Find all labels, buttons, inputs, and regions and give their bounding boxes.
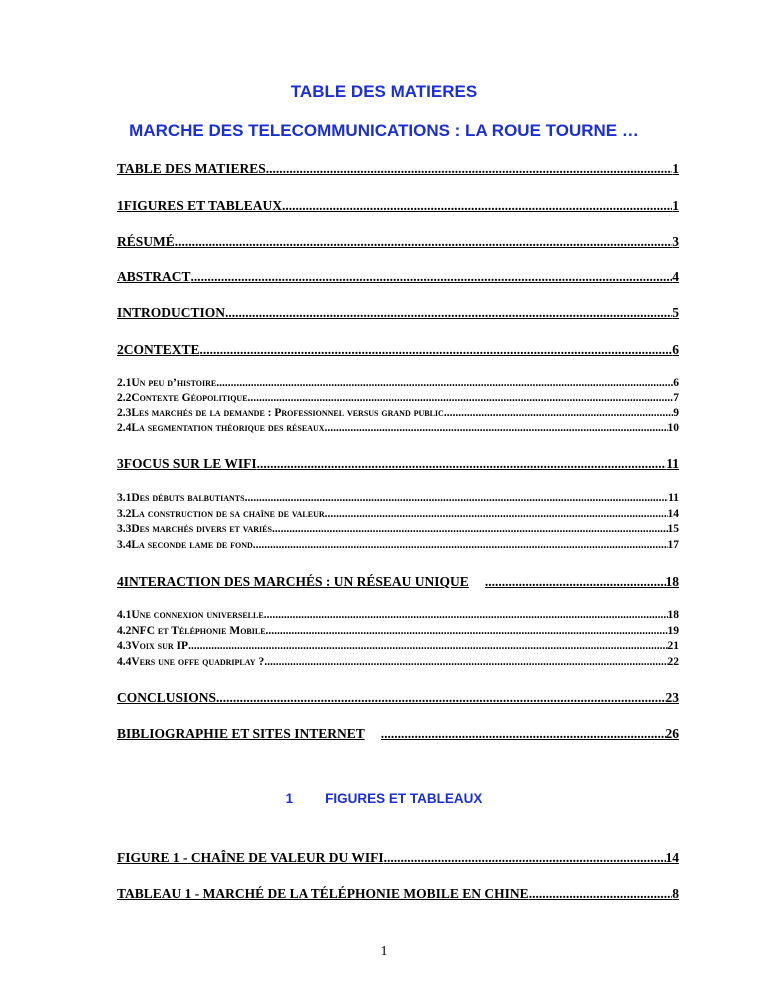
toc-leader (191, 269, 673, 285)
toc-subentry[interactable]: 4.4Vers une offe quadriplay ? ..... 22 (117, 656, 679, 668)
toc-leader (381, 726, 666, 742)
toc-entry[interactable]: BIBLIOGRAPHIE ET SITES INTERNET ..... 26 (117, 726, 679, 742)
toc-leader (282, 198, 672, 214)
toc-subentry[interactable]: 2.4La segmentation théorique des réseaux ..... 10 (117, 422, 679, 434)
toc-leader (529, 886, 673, 902)
toc-entry[interactable]: 4INTERACTION DES MARCHÉS : UN RÉSEAU UNIQUE ..... 18 (117, 574, 679, 590)
toc-leader (384, 850, 666, 866)
toc-leader (264, 609, 668, 621)
section-number: 1 (285, 791, 294, 806)
toc-subentry[interactable]: 2.2Contexte Géopolitique ..... 7 (117, 392, 679, 404)
toc-leader (248, 392, 674, 404)
toc-entry[interactable]: INTRODUCTION ..... 5 (117, 305, 679, 321)
toc-entry[interactable]: TABLE DES MATIERES ..... 1 (117, 161, 679, 177)
figure-entry[interactable]: TABLEAU 1 - MARCHÉ DE LA TÉLÉPHONIE MOBILE EN CHINE ..... 8 (117, 886, 679, 902)
toc-subentry[interactable]: 2.1Un peu d’histoire ..... 6 (117, 377, 679, 389)
toc-leader (325, 422, 668, 434)
toc-leader (225, 305, 672, 321)
figure-entry[interactable]: FIGURE 1 - CHAÎNE DE VALEUR DU WIFI ..... 14 (117, 850, 679, 866)
page-number: 1 (380, 944, 388, 959)
toc-subentry[interactable]: 3.2La construction de sa chaîne de valeur ..... 14 (117, 508, 679, 520)
toc-subentry[interactable]: 3.4La seconde lame de fond ..... 17 (117, 539, 679, 551)
toc-subentry[interactable]: 3.1Des débuts balbutiants ..... 11 (117, 492, 679, 504)
toc-entry[interactable]: CONCLUSIONS ..... 23 (117, 690, 679, 706)
toc-leader (264, 656, 667, 668)
toc-leader (266, 161, 672, 177)
toc-leader (325, 508, 668, 520)
toc-leader (485, 574, 666, 590)
toc-entry[interactable]: 2CONTEXTE ..... 6 (117, 342, 679, 358)
page-title: TABLE DES MATIERES (290, 82, 478, 101)
document-subtitle: MARCHE DES TELECOMMUNICATIONS : LA ROUE TOURNE … (129, 121, 639, 140)
toc-leader (266, 625, 668, 637)
toc-subentry[interactable]: 4.1Une connexion universelle ..... 18 (117, 609, 679, 621)
figures-section-heading (0, 791, 768, 806)
toc-leader (245, 492, 669, 504)
toc-leader (175, 234, 672, 250)
toc-subentry[interactable]: 3.3Des marchés divers et variés ..... 15 (117, 523, 679, 535)
toc-leader (444, 407, 673, 419)
toc-entry[interactable]: ABSTRACT ..... 4 (117, 269, 679, 285)
toc-leader (253, 539, 668, 551)
toc-leader (216, 377, 673, 389)
toc-entry[interactable]: 1FIGURES ET TABLEAUX ..... 1 (117, 198, 679, 214)
toc-subentry[interactable]: 2.3Les marchés de la demande : Professionnel versus grand public ..... 9 (117, 407, 679, 419)
toc-subentry[interactable]: 4.3Voix sur IP ..... 21 (117, 640, 679, 652)
toc-leader (216, 690, 665, 706)
section-title: FIGURES ET TABLEAUX (325, 791, 483, 806)
toc-leader (200, 342, 673, 358)
toc-leader (272, 523, 668, 535)
toc-entry[interactable]: 3FOCUS SUR LE WIFI ..... 11 (117, 456, 679, 472)
toc-subentry[interactable]: 4.2NFC et Téléphonie Mobile ..... 19 (117, 625, 679, 637)
toc-leader (257, 456, 667, 472)
toc-entry[interactable]: RÉSUMÉ ..... 3 (117, 234, 679, 250)
toc-leader (188, 640, 667, 652)
